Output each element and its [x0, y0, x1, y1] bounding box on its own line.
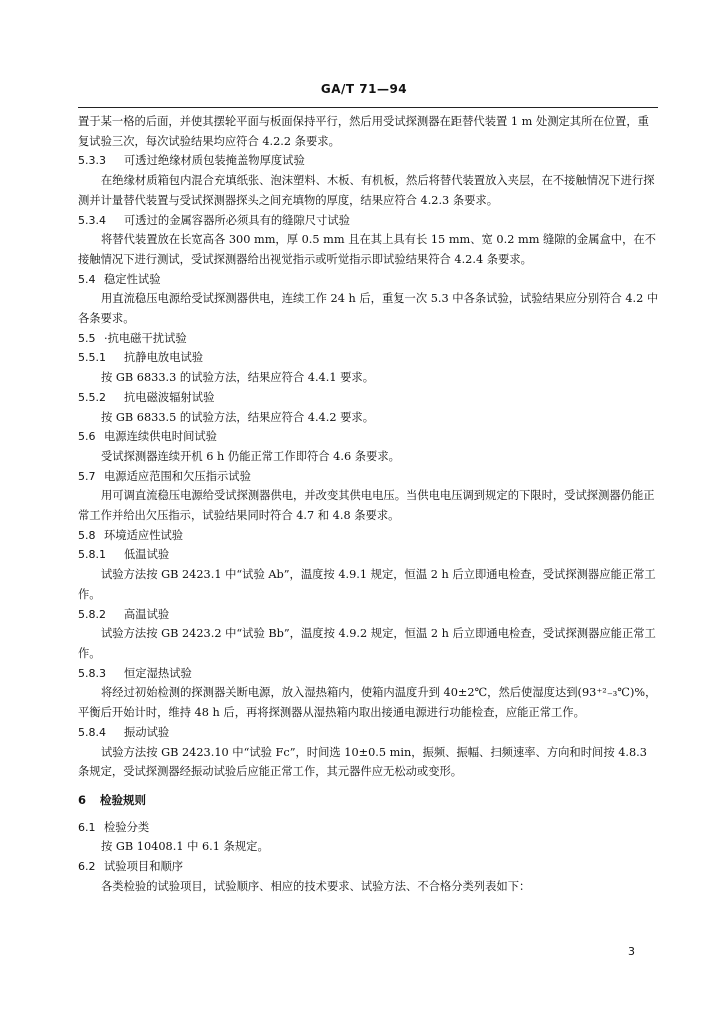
- standard-code-header: GA/T 71—94: [320, 82, 408, 96]
- section-heading: [78, 723, 660, 743]
- section-title: 可透过绝缘材质包装掩盖物厚度试验: [124, 154, 305, 168]
- paragraph: 试验方法按 GB 2423.1 中“试验 Ab”，温度按 4.9.1 规定，恒温 2 h 后立即通电检查，受试探测器应能正常工作。: [78, 568, 656, 601]
- paragraph: 各类检验的试验项目，试验顺序、相应的技术要求、试验方法、不合格分类列表如下：: [101, 879, 531, 893]
- section-title: 抗电磁波辐射试验: [124, 390, 215, 404]
- paragraph: 在绝缘材质箱包内混合充填纸张、泡沫塑料、木板、有机板，然后将替代装置放入夹层，在不接触情况下进行探测并计量替代装置与受试探测器探头之间充填物的厚度，结果应符合 4.2.3 条要求。: [78, 174, 655, 207]
- section-heading: [78, 151, 660, 171]
- section-heading: [78, 664, 660, 684]
- paragraph: 按 GB 10408.1 中 6.1 条规定。: [101, 840, 269, 854]
- paragraph: 受试探测器连续开机 6 h 仍能正常工作即符合 4.6 条要求。: [101, 449, 400, 463]
- section-number: 5.8.3: [78, 666, 106, 680]
- section-title: 低温试验: [124, 548, 170, 562]
- section-number: 5.4: [78, 272, 96, 286]
- section-title: 可透过的金属容器所必须具有的缝隙尺寸试验: [124, 213, 350, 227]
- section-heading: [78, 818, 660, 838]
- section-title: 电源适应范围和欠压指示试验: [104, 469, 251, 483]
- section-number: 5.5.1: [78, 351, 106, 365]
- section-number: 5.7: [78, 469, 96, 483]
- paragraph: 用直流稳压电源给受试探测器供电，连续工作 24 h 后，重复一次 5.3 中各条试验，试验结果应分别符合 4.2 中各条要求。: [78, 292, 659, 326]
- section-title: 检验规则: [100, 792, 146, 807]
- section-number: 6.2: [78, 860, 96, 874]
- paragraph: 用可调直流稳压电源给受试探测器供电，并改变其供电电压。当供电电压调到规定的下限时，受试探测器仍能正常工作并给出欠压指示，试验结果同时符合 4.7 和 4.8 条要求。: [78, 489, 655, 523]
- section-heading: [78, 545, 660, 565]
- section-number: 5.8.2: [78, 607, 106, 621]
- section-title: 稳定性试验: [104, 272, 161, 286]
- paragraph: 按 GB 6833.5 的试验方法，结果应符合 4.4.2 要求。: [101, 410, 375, 424]
- section-title: ·抗电磁干扰试验: [104, 331, 187, 345]
- header-rule: [78, 107, 658, 108]
- section-title: 检验分类: [104, 820, 150, 834]
- section-title: 试验项目和顺序: [104, 860, 184, 874]
- section-number: 5.8: [78, 528, 96, 542]
- paragraph: 试验方法按 GB 2423.10 中“试验 Fc”，时间选 10±0.5 min，振频、振幅、扫频速率、方向和时间按 4.8.3 条规定，受试探测器经振动试验后应能正常工作，其元器件应无松动或变形。: [78, 745, 647, 779]
- section-title: 恒定湿热试验: [124, 666, 192, 680]
- section-heading: [78, 791, 660, 811]
- section-heading: [78, 211, 660, 231]
- section-heading: [78, 270, 660, 290]
- paragraph: 将经过初始检测的探测器关断电源，放入湿热箱内，使箱内温度升到 40±2℃，然后使湿度达到(93⁺²₋₃℃)%，平衡后开始计时，维持 48 h 后，再将探测器从湿热箱内取出接通电源进行功能检查，应能正常工作。: [78, 686, 657, 720]
- section-number: 5.5: [78, 331, 96, 345]
- paragraph: 将替代装置放在长宽高各 300 mm，厚 0.5 mm 且在其上具有长 15 mm、宽 0.2 mm 缝隙的金属盒中，在不接触情况下进行测试，受试探测器给出视觉指示或听觉指示即试验结果符合 4.2.4 条要求。: [78, 233, 656, 266]
- paragraph: 置于某一格的后面，并使其摆轮平面与板面保持平行，然后用受试探测器在距替代装置 1 m 处测定其所在位置，重复试验三次，每次试验结果均应符合 4.2.2 条要求。: [78, 115, 649, 148]
- section-title: 电源连续供电时间试验: [104, 430, 217, 444]
- section-number: 5.3.4: [78, 213, 106, 227]
- paragraph: 按 GB 6833.3 的试验方法，结果应符合 4.4.1 要求。: [101, 371, 375, 385]
- section-heading: [78, 329, 660, 349]
- section-number: 5.6: [78, 430, 96, 444]
- section-heading: [78, 605, 660, 625]
- section-title: 抗静电放电试验: [124, 351, 204, 365]
- section-heading: [78, 427, 660, 447]
- section-heading: [78, 388, 660, 408]
- section-number: 6: [78, 792, 87, 807]
- section-title: 环境适应性试验: [104, 528, 184, 542]
- section-heading: [78, 857, 660, 877]
- section-heading: [78, 526, 660, 546]
- section-title: 振动试验: [124, 725, 170, 739]
- page-number: 3: [628, 945, 635, 958]
- section-heading: [78, 348, 660, 368]
- section-number: 5.5.2: [78, 390, 106, 404]
- paragraph: 试验方法按 GB 2423.2 中“试验 Bb”，温度按 4.9.2 规定，恒温 2 h 后立即通电检查，受试探测器应能正常工作。: [78, 627, 656, 660]
- document-body: [78, 112, 660, 896]
- section-heading: [78, 467, 660, 487]
- section-number: 5.8.1: [78, 548, 106, 562]
- section-number: 5.8.4: [78, 725, 106, 739]
- section-title: 高温试验: [124, 607, 170, 621]
- section-number: 5.3.3: [78, 154, 106, 168]
- section-number: 6.1: [78, 820, 96, 834]
